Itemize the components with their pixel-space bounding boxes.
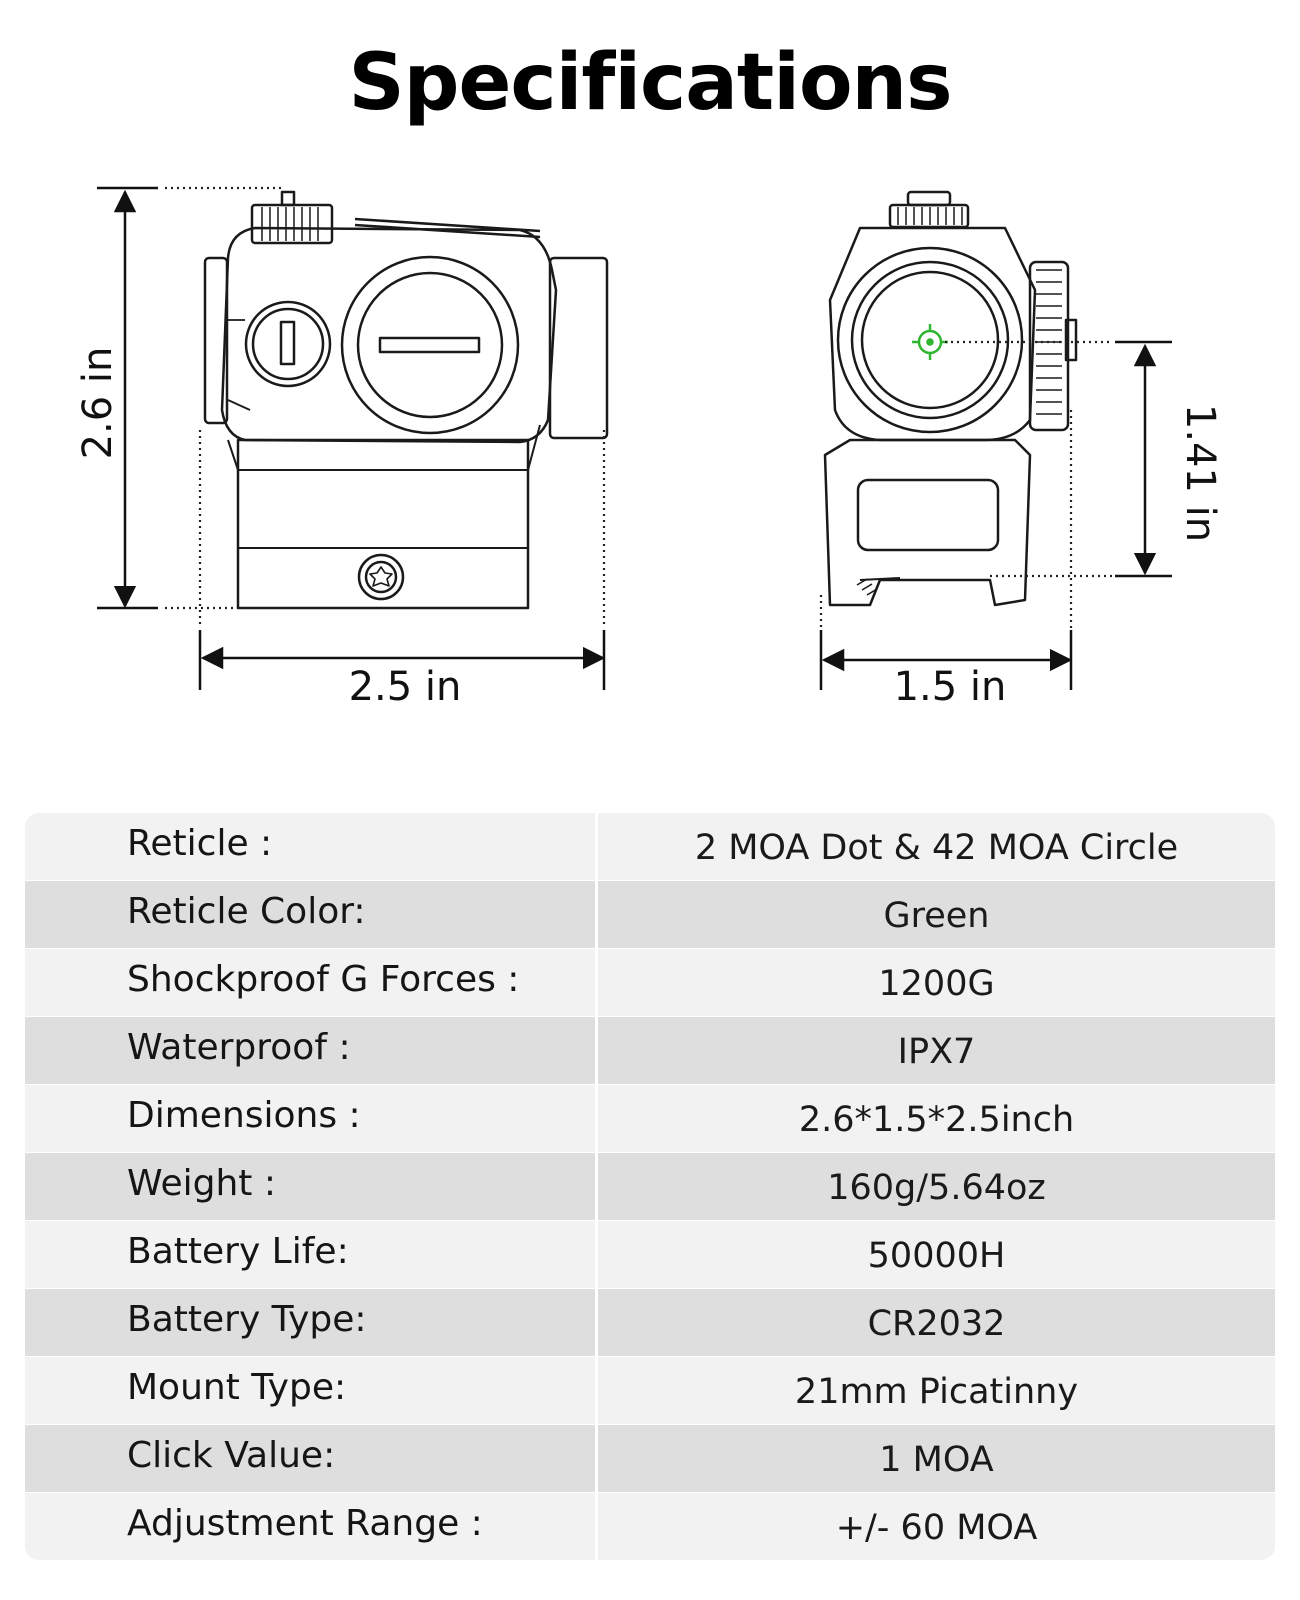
table-row (25, 880, 1275, 949)
green-reticle-icon (912, 324, 948, 360)
spec-label: Dimensions : (127, 1095, 361, 1136)
spec-value: Green (883, 896, 990, 936)
spec-label: Click Value: (127, 1435, 336, 1476)
spec-label: Weight : (127, 1163, 276, 1204)
table-row (25, 1085, 1275, 1152)
spec-value: 2 MOA Dot & 42 MOA Circle (694, 828, 1179, 868)
spec-value: CR2032 (867, 1304, 1006, 1344)
spec-label: Mount Type: (127, 1367, 347, 1408)
front-width-label: 2.5 in (348, 664, 462, 710)
spec-label: Reticle : (127, 823, 273, 864)
spec-value: 2.6*1.5*2.5inch (798, 1100, 1075, 1140)
page-title: Specifications (348, 38, 952, 128)
table-row (25, 1152, 1275, 1221)
sight-side-view (205, 192, 607, 608)
table-row (25, 949, 1275, 1016)
table-row (25, 1493, 1275, 1560)
table-row (25, 1288, 1275, 1357)
spec-label: Adjustment Range : (127, 1503, 483, 1544)
spec-value: 21mm Picatinny (794, 1372, 1079, 1412)
spec-value: 1200G (878, 964, 995, 1004)
optic-height-label: 1.41 in (1177, 403, 1223, 543)
spec-label: Battery Type: (127, 1299, 367, 1340)
spec-value: IPX7 (897, 1032, 976, 1072)
spec-label: Battery Life: (127, 1231, 349, 1272)
table-row (25, 1221, 1275, 1288)
front-height-label: 2.6 in (75, 346, 121, 460)
spec-value: 1 MOA (879, 1440, 994, 1480)
table-row (25, 1016, 1275, 1085)
spec-label: Waterproof : (127, 1027, 351, 1068)
spec-label: Reticle Color: (127, 891, 366, 932)
side-width-label: 1.5 in (893, 664, 1007, 710)
table-row (25, 813, 1275, 880)
spec-value: +/- 60 MOA (835, 1508, 1038, 1548)
spec-label: Shockproof G Forces : (127, 959, 520, 1000)
product-diagram (0, 0, 1300, 760)
table-row (25, 1357, 1275, 1424)
sight-front-view (825, 192, 1076, 605)
table-row (25, 1424, 1275, 1493)
spec-table (25, 813, 1275, 1560)
spec-value: 160g/5.64oz (827, 1168, 1046, 1208)
spec-value: 50000H (867, 1236, 1006, 1276)
